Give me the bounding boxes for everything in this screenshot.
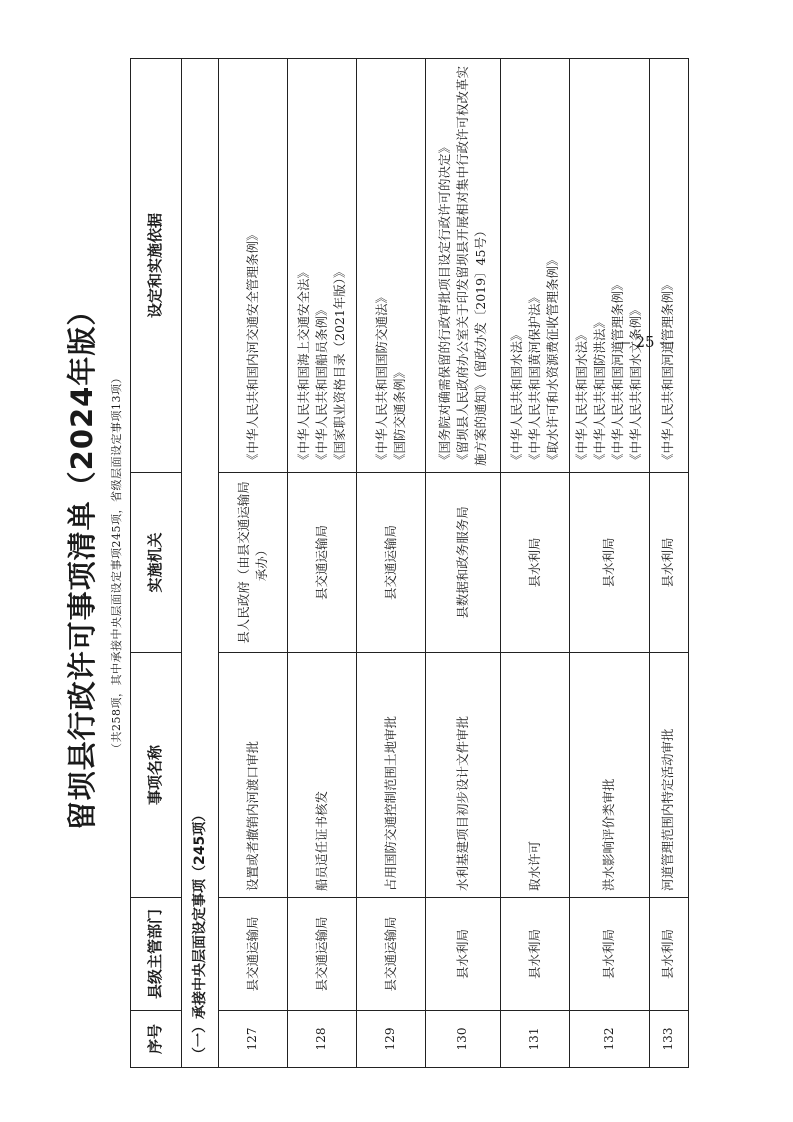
document-title: 留坝县行政许可事项清单（2024年版） (65, 295, 99, 831)
row-basis (288, 59, 357, 473)
header-basis: 设定和实施依据 (131, 59, 182, 473)
basis-line: 《中华人民共和国海上交通安全法》 (295, 265, 311, 466)
row-agency: 县交通运输局 (288, 473, 357, 653)
table-row (219, 59, 288, 1068)
row-department: 县水利局 (570, 898, 650, 1011)
table-row (426, 59, 501, 1068)
table-row (649, 59, 688, 1068)
row-item-name: 洪水影响评价类审批 (570, 653, 650, 898)
document-subtitle: （共258项，其中承接中央层面设定事项245项，省级层面设定事项13项） (110, 372, 123, 754)
row-basis (501, 59, 570, 473)
table-row (357, 59, 426, 1068)
basis-line: 《国防交通条例》 (392, 365, 407, 466)
row-department: 县交通运输局 (219, 898, 288, 1011)
basis-line: 《中华人民共和国防洪法》 (592, 315, 608, 466)
row-agency: 县水利局 (649, 473, 688, 653)
basis-line: 《留坝县人民政府办公室关于印发留坝县开展相对集中行政许可权改革实施方案的通知》（留政办发〔2019〕45号） (454, 65, 489, 466)
section-title: （一）承接中央层面设定事项（245项） (182, 59, 219, 1068)
row-agency: 县数据和政务服务局 (426, 473, 501, 653)
row-department: 县水利局 (426, 898, 501, 1011)
rotated-page (58, 58, 748, 1068)
row-department: 县水利局 (649, 898, 688, 1011)
row-item-name: 河道管理范围内特定活动审批 (649, 653, 688, 898)
basis-line: 《取水许可和水资源费征收管理条例》 (545, 253, 561, 466)
basis-line: 《国务院对确需保留的行政审批项目设定行政许可的决定》 (436, 140, 452, 466)
row-basis (219, 59, 288, 473)
row-basis (357, 59, 426, 473)
page-number: — 25 — (615, 333, 675, 351)
table-row (501, 59, 570, 1068)
header-agency: 实施机关 (131, 473, 182, 653)
header-item-name: 事项名称 (131, 653, 182, 898)
permit-matters-table (130, 58, 689, 1068)
basis-line: 《中华人民共和国河道管理条例》 (660, 278, 676, 466)
row-no: 129 (357, 1011, 426, 1068)
basis-line: 《中华人民共和国水法》 (508, 328, 524, 466)
row-no: 133 (649, 1011, 688, 1068)
row-item-name: 占用国防交通控制范围土地审批 (357, 653, 426, 898)
section-row (182, 59, 219, 1068)
row-basis (570, 59, 650, 473)
row-basis (426, 59, 501, 473)
row-no: 127 (219, 1011, 288, 1068)
row-agency: 县水利局 (570, 473, 650, 653)
basis-line: 《中华人民共和国河道管理条例》 (610, 278, 626, 466)
header-department: 县级主管部门 (131, 898, 182, 1011)
basis-line: 《中华人民共和国水文条例》 (628, 303, 644, 466)
basis-line: 《中华人民共和国水法》 (574, 328, 589, 466)
row-item-name: 设置或者撤销内河渡口审批 (219, 653, 288, 898)
basis-line: 《中华人民共和国国防交通法》 (373, 290, 389, 466)
table-row (570, 59, 650, 1068)
row-agency: 县人民政府（由县交通运输局承办） (219, 473, 288, 653)
basis-line: 《中华人民共和国黄河保护法》 (526, 290, 542, 466)
table-row (288, 59, 357, 1068)
row-no: 132 (570, 1011, 650, 1068)
header-no: 序号 (131, 1011, 182, 1068)
row-no: 130 (426, 1011, 501, 1068)
row-no: 128 (288, 1011, 357, 1068)
basis-line: 《中华人民共和国船员条例》 (313, 303, 329, 466)
row-agency: 县水利局 (501, 473, 570, 653)
row-basis (649, 59, 688, 473)
basis-line: 《中华人民共和国内河交通安全管理条例》 (244, 228, 260, 466)
row-item-name: 船员适任证书核发 (288, 653, 357, 898)
row-department: 县交通运输局 (288, 898, 357, 1011)
basis-line: 《国家职业资格目录（2021年版）》 (332, 265, 348, 466)
row-item-name: 取水许可 (501, 653, 570, 898)
row-department: 县水利局 (501, 898, 570, 1011)
row-no: 131 (501, 1011, 570, 1068)
row-agency: 县交通运输局 (357, 473, 426, 653)
row-department: 县交通运输局 (357, 898, 426, 1011)
row-item-name: 水利基建项目初步设计文件审批 (426, 653, 501, 898)
table-header-row (131, 59, 182, 1068)
